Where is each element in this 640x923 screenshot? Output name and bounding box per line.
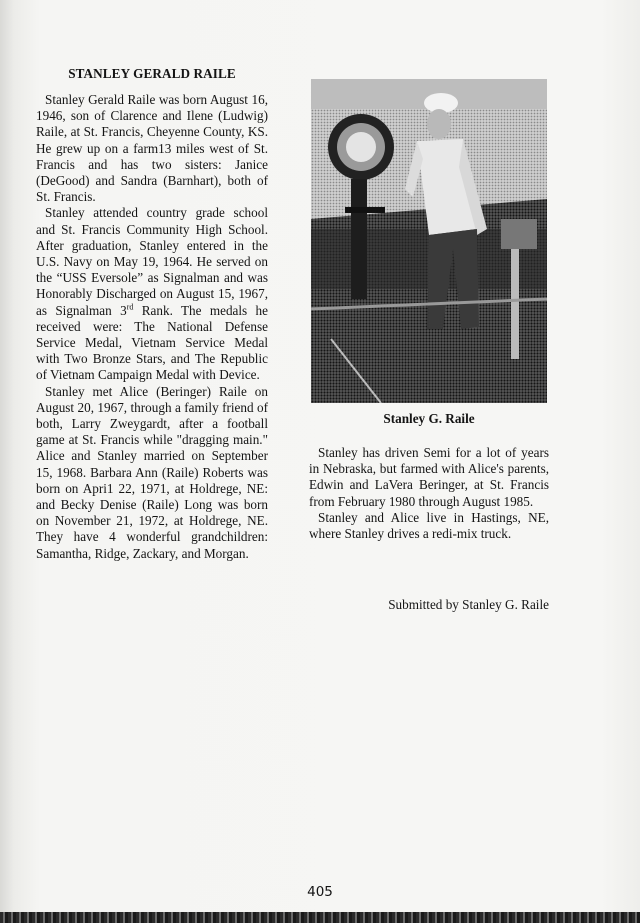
right-column [309, 445, 549, 542]
portrait-photo [311, 79, 547, 403]
scan-edge [0, 912, 640, 923]
left-column [36, 92, 268, 562]
paragraph-birth: Stanley Gerald Raile was born August 16, 1946, son of Clarence and Ilene (Ludwig) Raile, at St. Francis, Cheyenne County, KS. He grew up on a farm13 miles west of St. Francis and has two sisters: Janice (DeGood) and Sandra (Barnhart), both of St. Francis. [36, 92, 268, 205]
article-title: STANLEY GERALD RAILE [68, 66, 236, 81]
paragraph-residence: Stanley and Alice live in Hastings, NE, where Stanley drives a redi-mix truck. [309, 509, 549, 542]
submitted-by: Submitted by Stanley G. Raile [388, 597, 549, 612]
paragraph-career: Stanley has driven Semi for a lot of years in Nebraska, but farmed with Alice's parents, Edwin and LaVera Beringer, at St. Francis from February 1980 through August 1985. [309, 445, 549, 509]
paragraph-family: Stanley met Alice (Beringer) Raile on August 20, 1967, through a family friend of both, Larry Zweygardt, after a football game at St. Francis while "dragging main." Alice and Stanley married on September 15, 1968. Barbara Ann (Raile) Roberts was born on Apri1 22, 1971, at Holdrege, NE: and Becky Denise (Raile) Long was born on November 21, 1972, at Holdrege, NE. They have 4 wonderful grandchildren: Samantha, Ridge, Zackary, and Morgan. [36, 383, 268, 561]
page-number: 405 [307, 884, 333, 900]
paragraph-navy: Stanley attended country grade school and St. Francis Community High School. After graduation, Stanley entered in the U.S. Navy on May 19, 1964. He served on the “USS Eversole” as Signalman and was Honorably Discharged on August 15, 1967, as Signalman 3rd Rank. The medals he received were: The National Defense Service Medal, Vietnam Service Medal with Two Bronze Stars, and The Republic of Vietnam Campaign Medal with Device. [36, 205, 268, 383]
photo-caption: Stanley G. Raile [383, 411, 475, 426]
